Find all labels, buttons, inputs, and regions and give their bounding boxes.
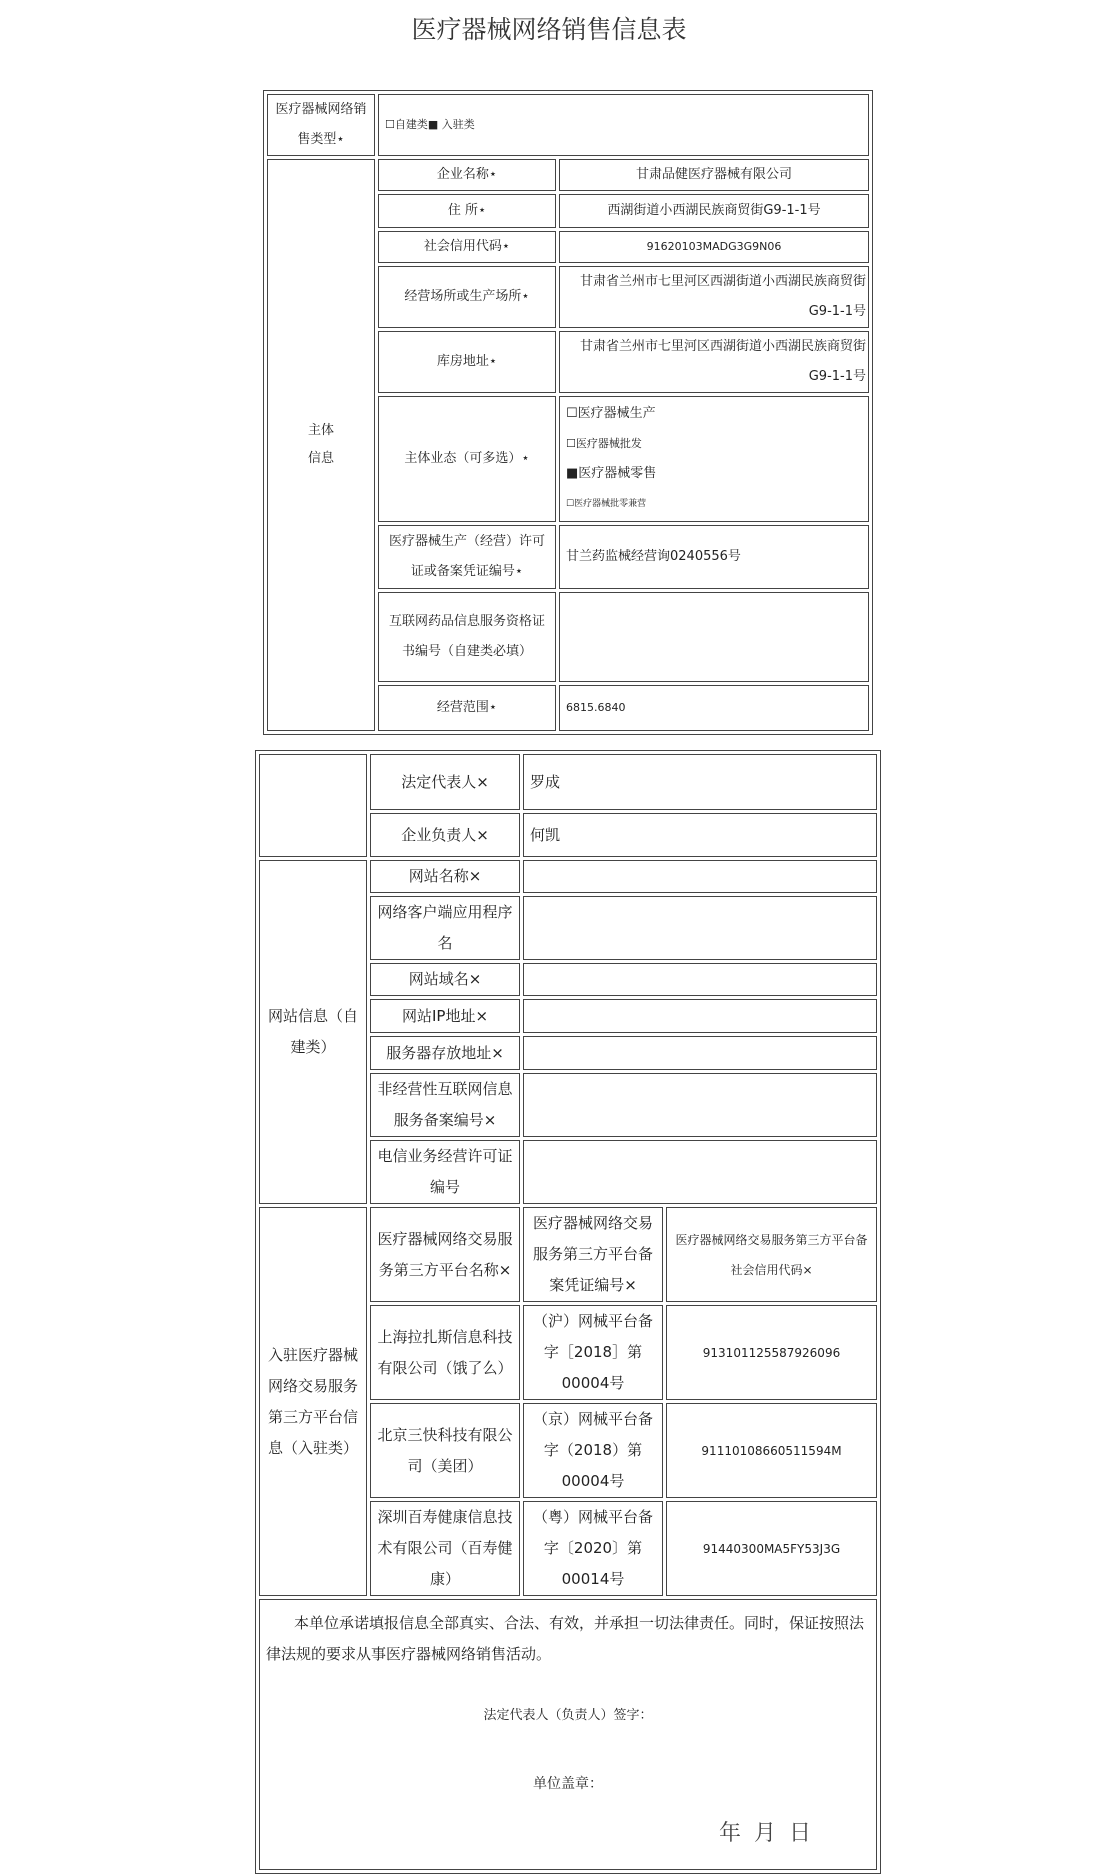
option-retail: ■医疗器械零售	[566, 466, 657, 481]
legal-rep-value: 罗成	[523, 754, 877, 810]
seal-label: 单位盖章：	[533, 1776, 603, 1792]
icp-value	[523, 1073, 877, 1137]
platform-record: （沪）网械平台备字［2018］第00004号	[523, 1305, 663, 1400]
option-production: ☐医疗器械生产	[566, 406, 656, 421]
business-type-label: 主体业态（可多选）⋆	[378, 396, 556, 522]
platform-name: 深圳百寿健康信息技术有限公司（百寿健康）	[370, 1501, 520, 1596]
icp-label: 非经营性互联网信息服务备案编号⨯	[370, 1073, 520, 1137]
credit-code-label: 社会信用代码⋆	[378, 231, 556, 263]
platform-record: （粤）网械平台备字〔2020〕第00014号	[523, 1501, 663, 1596]
ip-value	[523, 999, 877, 1033]
platform-code: 913101125587926096	[666, 1305, 877, 1400]
website-section-label: 网站信息（自建类）	[259, 860, 367, 1204]
platform-name-header: 医疗器械网络交易服务第三方平台名称⨯	[370, 1207, 520, 1302]
blank-cell	[259, 754, 367, 857]
app-name-value	[523, 896, 877, 960]
page-title: 医疗器械网络销售信息表	[411, 15, 687, 44]
main-info-label: 主体信息	[267, 159, 375, 731]
platform-record: （京）网械平台备字（2018）第00004号	[523, 1403, 663, 1498]
telecom-value	[523, 1140, 877, 1204]
warehouse-value: 甘肃省兰州市七里河区西湖街道小西湖民族商贸街G9-1-1号	[559, 331, 869, 393]
declaration-cell	[259, 1599, 877, 1870]
declaration-text: 本单位承诺填报信息全部真实、合法、有效，并承担一切法律责任。同时，保证按照法律法规的要求从事医疗器械网络销售活动。	[266, 1614, 865, 1663]
responsible-label: 企业负责人⨯	[370, 813, 520, 857]
business-type-options	[559, 396, 869, 522]
website-platform-table	[255, 750, 881, 1874]
company-name-value: 甘肃品健医疗器械有限公司	[559, 159, 869, 191]
sales-type-label: 医疗器械网络销售类型⋆	[267, 94, 375, 156]
subject-info-table	[263, 90, 873, 735]
internet-cert-value	[559, 592, 869, 682]
platform-name: 北京三快科技有限公司（美团）	[370, 1403, 520, 1498]
domain-label: 网站域名⨯	[370, 963, 520, 996]
ip-label: 网站IP地址⨯	[370, 999, 520, 1033]
scope-value: 6815.6840	[559, 685, 869, 731]
platform-section-label: 入驻医疗器械网络交易服务第三方平台信息（入驻类）	[259, 1207, 367, 1596]
scope-label: 经营范围⋆	[378, 685, 556, 731]
license-value: 甘兰药监械经营询0240556号	[559, 525, 869, 589]
platform-record-header: 医疗器械网络交易服务第三方平台备案凭证编号⨯	[523, 1207, 663, 1302]
platform-name: 上海拉扎斯信息科技有限公司（饿了么）	[370, 1305, 520, 1400]
server-label: 服务器存放地址⨯	[370, 1036, 520, 1070]
domain-value	[523, 963, 877, 996]
site-name-label: 网站名称⨯	[370, 860, 520, 893]
credit-code-value: 91620103MADG3G9N06	[559, 231, 869, 263]
date-label: 年 月 日	[719, 1821, 814, 1846]
app-name-label: 网络客户端应用程序名	[370, 896, 520, 960]
premises-label: 经营场所或生产场所⋆	[378, 266, 556, 328]
address-label: 住 所⋆	[378, 194, 556, 228]
server-value	[523, 1036, 877, 1070]
telecom-label: 电信业务经营许可证编号	[370, 1140, 520, 1204]
license-label: 医疗器械生产（经营）许可证或备案凭证编号⋆	[378, 525, 556, 589]
platform-code-header: 医疗器械网络交易服务第三方平台备社会信用代码⨯	[666, 1207, 877, 1302]
premises-value: 甘肃省兰州市七里河区西湖街道小西湖民族商贸街G9-1-1号	[559, 266, 869, 328]
responsible-value: 何凯	[523, 813, 877, 857]
address-value: 西湖街道小西湖民族商贸街G9-1-1号	[559, 194, 869, 228]
platform-code: 91110108660511594M	[666, 1403, 877, 1498]
option-wholesale-retail: ☐医疗器械批零兼营	[566, 499, 647, 509]
legal-rep-label: 法定代表人⨯	[370, 754, 520, 810]
sales-type-value: ☐自建类■ 入驻类	[378, 94, 869, 156]
signature-label: 法定代表人（负责人）签字：	[483, 1708, 653, 1723]
site-name-value	[523, 860, 877, 893]
internet-cert-label: 互联网药品信息服务资格证书编号（自建类必填）	[378, 592, 556, 682]
platform-code: 91440300MA5FY53J3G	[666, 1501, 877, 1596]
warehouse-label: 库房地址⋆	[378, 331, 556, 393]
option-wholesale: ☐医疗器械批发	[566, 437, 642, 450]
company-name-label: 企业名称⋆	[378, 159, 556, 191]
